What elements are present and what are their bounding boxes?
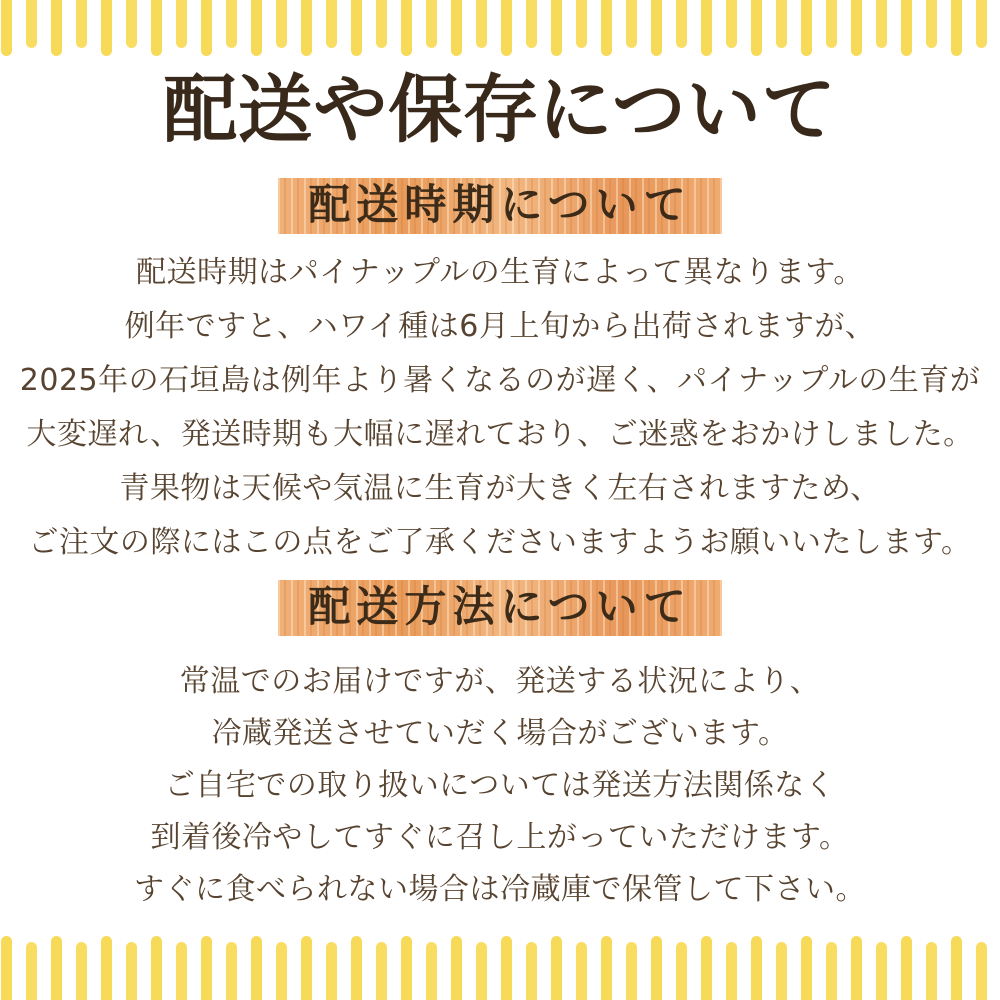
paragraph-line: 到着後冷やしてすぐに召し上がっていただけます。 [150, 820, 850, 855]
paragraph-line: 常温でのお届けですが、発送する状況により、 [179, 664, 821, 699]
section-delivery-timing [0, 178, 1000, 234]
paragraph-line: 例年ですと、ハワイ種は6月上旬から出荷されますが、 [124, 309, 876, 344]
section-heading-delivery-timing: 配送時期について [278, 178, 721, 234]
striped-border-bottom-pattern [0, 934, 1000, 1000]
page-title: 配送や保存について [163, 67, 837, 153]
section-heading-delivery-method: 配送方法について [278, 580, 721, 636]
section-delivery-timing-body [0, 246, 1000, 570]
section-delivery-method-body [0, 656, 1000, 916]
paragraph-line: 2025年の石垣島は例年より暑くなるのが遅く、パイナップルの生育が [19, 363, 981, 398]
paragraph-line: 青果物は天候や気温に生育が大きく左右されますため、 [119, 471, 881, 506]
paragraph-line: ご注文の際にはこの点をご了承くださいますようお願いいたします。 [28, 525, 972, 560]
section-delivery-method [0, 580, 1000, 636]
paragraph-line: 大変遅れ、発送時期も大幅に遅れており、ご迷惑をおかけしました。 [26, 417, 974, 452]
paragraph-line: すぐに食べられない場合は冷蔵庫で保管して下さい。 [134, 872, 866, 907]
striped-border-bottom [0, 934, 1000, 1000]
paragraph-line: ご自宅での取り扱いについては発送方法関係なく [164, 768, 836, 803]
paragraph-line: 配送時期はパイナップルの生育によって異なります。 [136, 255, 864, 290]
paragraph-line: 冷蔵発送させていだく場合がございます。 [211, 716, 789, 751]
